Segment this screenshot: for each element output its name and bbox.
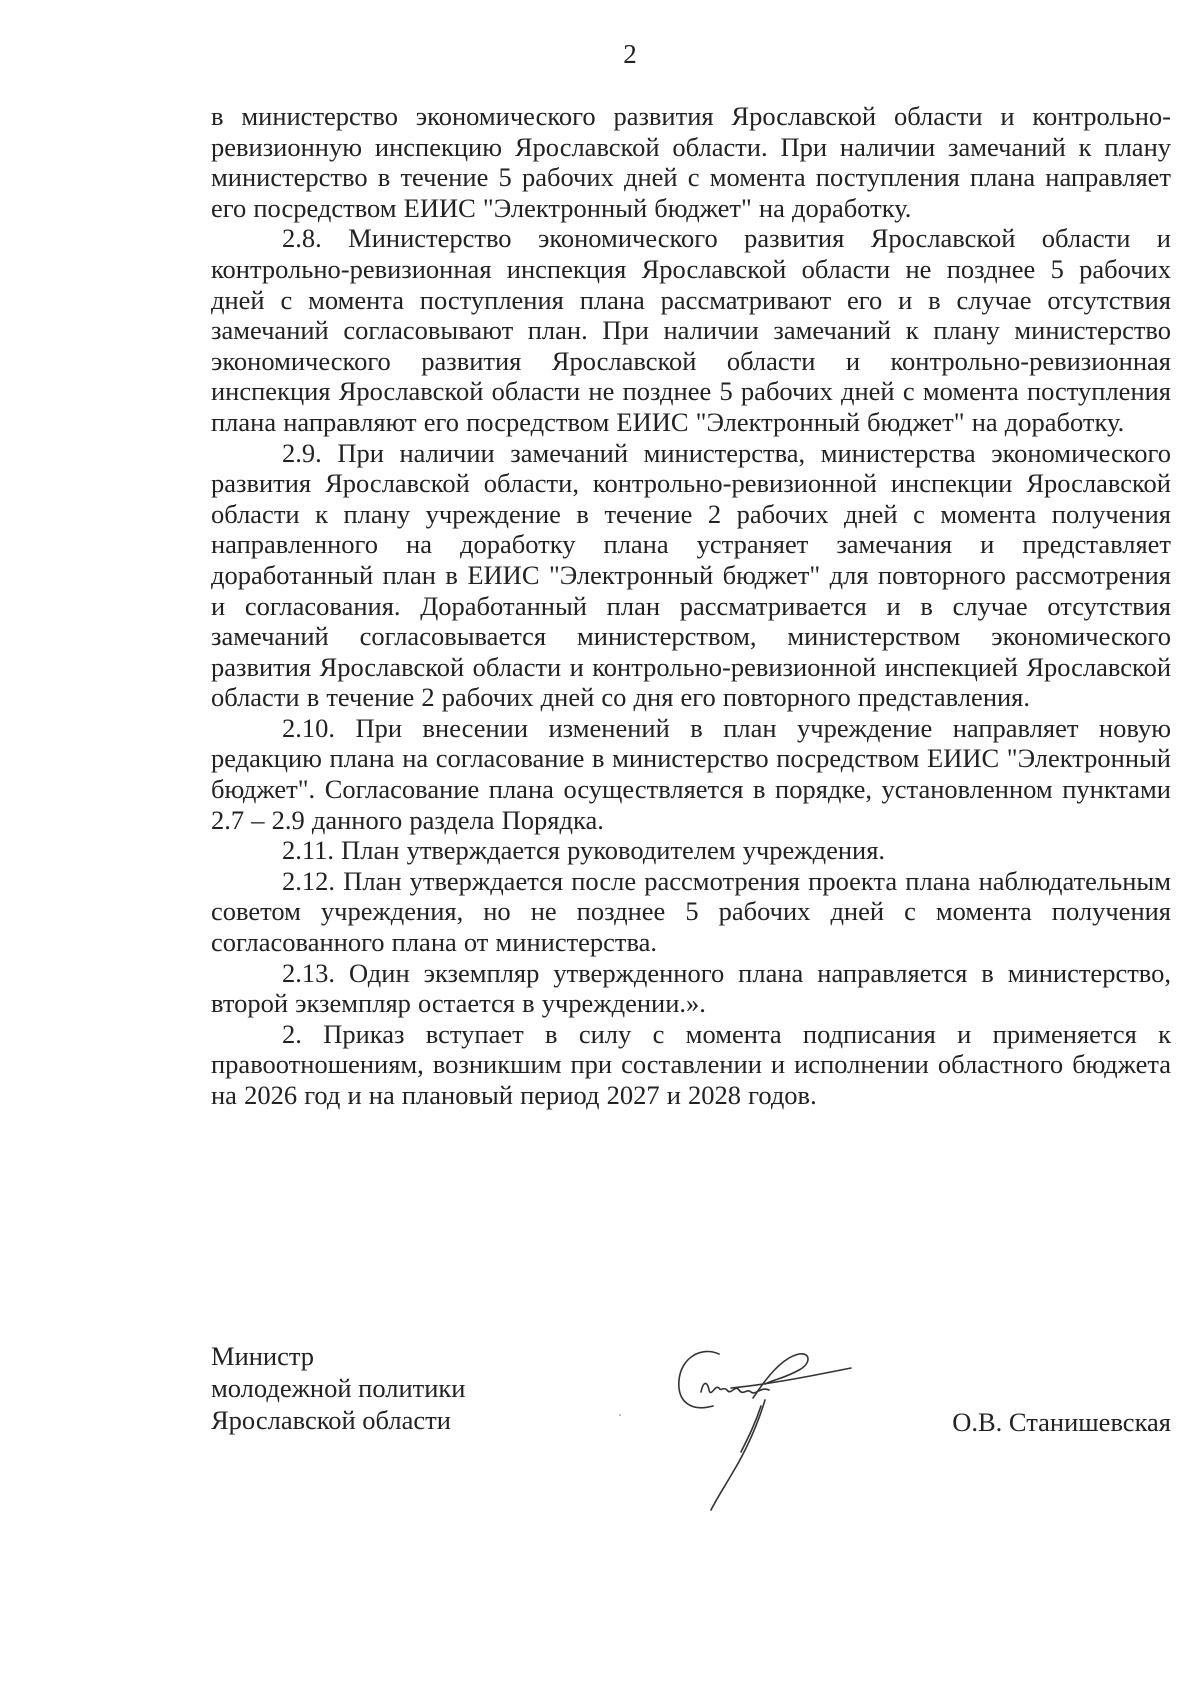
- paragraph-2-11: 2.11. План утверждается руководителем учреждения.: [282, 835, 886, 866]
- position-line: молодежной политики: [211, 1373, 466, 1403]
- signer-position: [211, 1340, 465, 1436]
- paragraph-2-8: 2.8. Министерство экономического развития Ярославской области и контрольно-ревизионная инспекция Ярославской области не позднее 5 рабочих дней с момента поступления плана рассматривают его и в случае отсутствия замечаний согласовывают план. При наличии замечаний к плану министерство экономического развития Ярославской области и контрольно-ревизионная инспекция Ярославской области не позднее 5 рабочих дней с момента поступления плана направляют его посредством ЕИИС "Электронный бюджет" на доработку.: [211, 223, 1171, 437]
- paragraph-2-13: 2.13. Один экземпляр утвержденного плана направляется в министерство, второй экземпляр остается в учреждении.».: [211, 957, 1171, 1019]
- paragraph-2-12: 2.12. План утверждается после рассмотрения проекта плана наблюдательным советом учреждения, но не позднее 5 рабочих дней с момента получения согласованного плана от министерства.: [211, 865, 1171, 958]
- paragraph-continuation: в министерство экономического развития Ярославской области и контрольно-ревизионную инспекцию Ярославской области. При наличии замечаний к плану министерство в течение 5 рабочих дней с момента поступления плана направляет его посредством ЕИИС "Электронный бюджет" на доработку.: [211, 101, 1171, 223]
- page-number: 2: [623, 39, 637, 69]
- scan-speck: [619, 1414, 621, 1416]
- position-line: Министр: [211, 1341, 315, 1371]
- signature-block: [211, 1340, 1171, 1520]
- position-line: Ярославской области: [211, 1405, 451, 1435]
- paragraph-2-10: 2.10. При внесении изменений в план учреждение направляет новую редакцию плана на согласование в министерство посредством ЕИИС "Электронный бюджет". Согласование плана осуществляется в порядке, установленном пунктами 2.7 – 2.9 данного раздела Порядка.: [211, 712, 1171, 835]
- document-body: [211, 101, 1171, 1111]
- handwritten-signature: [661, 1340, 861, 1520]
- signer-name: О.В. Станишевская: [952, 1407, 1171, 1437]
- paragraph-effective-date: 2. Приказ вступает в силу с момента подписания и применяется к правоотношениям, возникшим при составлении и исполнении областного бюджета на 2026 год и на плановый период 2027 и 2028 годов.: [211, 1018, 1171, 1110]
- paragraph-2-9: 2.9. При наличии замечаний министерства, министерства экономического развития Ярославской области, контрольно-ревизионной инспекции Ярославской области к плану учреждение в течение 2 рабочих дней с момента получения направленного на доработку плана устраняет замечания и представляет доработанный план в ЕИИС "Электронный бюджет" для повторного рассмотрения и согласования. Доработанный план рассматривается и в случае отсутствия замечаний согласовывается министерством, министерством экономического развития Ярославской области и контрольно-ревизионной инспекцией Ярославской области в течение 2 рабочих дней со дня его повторного представления.: [211, 437, 1171, 713]
